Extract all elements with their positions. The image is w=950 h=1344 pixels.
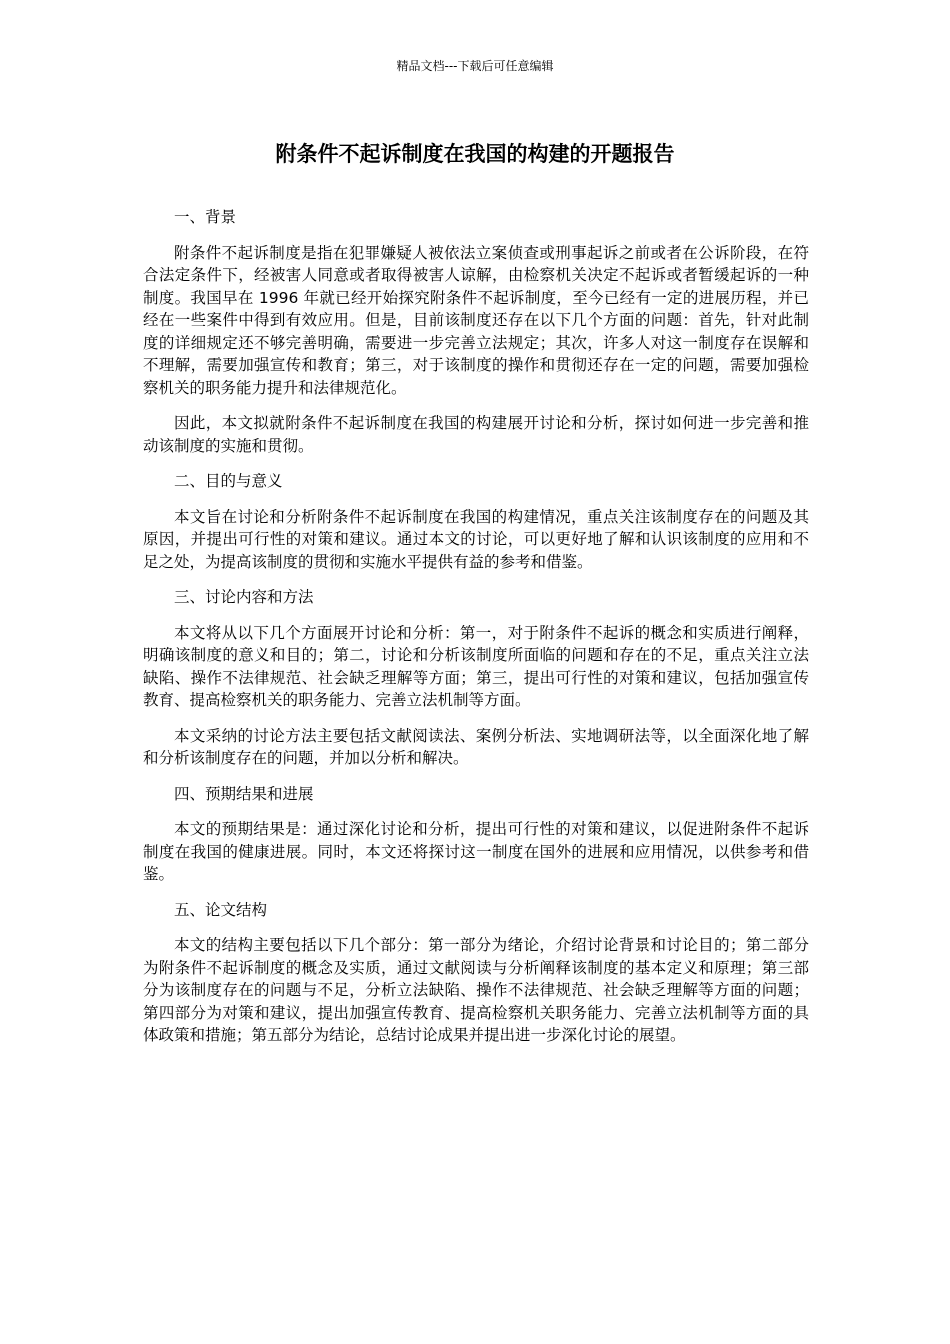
section-content-methods xyxy=(143,586,809,770)
section-expected-results xyxy=(143,783,809,886)
section-heading: 四、预期结果和进展 xyxy=(174,784,314,803)
section-heading: 五、论文结构 xyxy=(174,900,268,919)
section-heading: 二、目的与意义 xyxy=(174,472,283,490)
header-note: 精品文档---下载后可任意编辑 xyxy=(396,59,554,73)
document-title: 附条件不起诉制度在我国的构建的开题报告 xyxy=(275,142,675,166)
section-heading: 三、讨论内容和方法 xyxy=(174,588,314,606)
paragraph: 本文旨在讨论和分析附条件不起诉制度在我国的构建情况，重点关注该制度存在的问题及其原因，并提出可行性的对策和建议。通过本文的讨论，可以更好地了解和认识该制度的应用和不足之处，为提高该制度的贯彻和实施水平提供有益的参考和借鉴。 xyxy=(143,507,809,571)
section-heading: 一、背景 xyxy=(174,208,237,226)
section-background xyxy=(143,206,809,457)
section-purpose xyxy=(143,470,809,573)
paragraph: 本文采纳的讨论方法主要包括文献阅读法、案例分析法、实地调研法等，以全面深化地了解和分析该制度存在的问题，并加以分析和解决。 xyxy=(143,726,809,767)
paragraph: 本文的结构主要包括以下几个部分：第一部分为绪论，介绍讨论背景和讨论目的；第二部分为附条件不起诉制度的概念及实质，通过文献阅读与分析阐释该制度的基本定义和原理；第三部分为该制度存在的问题与不足，分析立法缺陷、操作不法律规范、社会缺乏理解等方面的问题；第四部分为对策和建议，提出加强宣传教育、提高检察机关职务能力、完善立法机制等方面的具体政策和措施；第五部分为结论，总结讨论成果并提出进一步深化讨论的展望。 xyxy=(143,936,809,1044)
document-body xyxy=(143,206,809,1060)
paragraph: 本文将从以下几个方面展开讨论和分析：第一，对于附条件不起诉的概念和实质进行阐释，明确该制度的意义和目的；第二，讨论和分析该制度所面临的问题和存在的不足，重点关注立法缺陷、操作不法律规范、社会缺乏理解等方面；第三，提出可行性的对策和建议，包括加强宣传教育、提高检察机关的职务能力、完善立法机制等方面。 xyxy=(143,623,809,709)
paragraph: 本文的预期结果是：通过深化讨论和分析，提出可行性的对策和建议，以促进附条件不起诉制度在我国的健康进展。同时，本文还将探讨这一制度在国外的进展和应用情况，以供参考和借鉴。 xyxy=(143,820,809,883)
paragraph: 附条件不起诉制度是指在犯罪嫌疑人被依法立案侦查或刑事起诉之前或者在公诉阶段，在符合法定条件下，经被害人同意或者取得被害人谅解，由检察机关决定不起诉或者暂缓起诉的一种制度。我国早在 1996 年就已经开始探究附条件不起诉制度，至今已经有一定的进展历程，并已经在一些案件中得到有效应用。但是，目前该制度还存在以下几个方面的问题：首先，针对此制度的详细规定还不够完善明确，需要进一步完善立法规定；其次，许多人对这一制度存在误解和不理解，需要加强宣传和教育；第三，对于该制度的操作和贯彻还存在一定的问题，需要加强检察机关的职务能力提升和法律规范化。 xyxy=(143,243,809,397)
paragraph: 因此，本文拟就附条件不起诉制度在我国的构建展开讨论和分析，探讨如何进一步完善和推动该制度的实施和贯彻。 xyxy=(143,414,809,455)
section-structure xyxy=(143,899,809,1047)
